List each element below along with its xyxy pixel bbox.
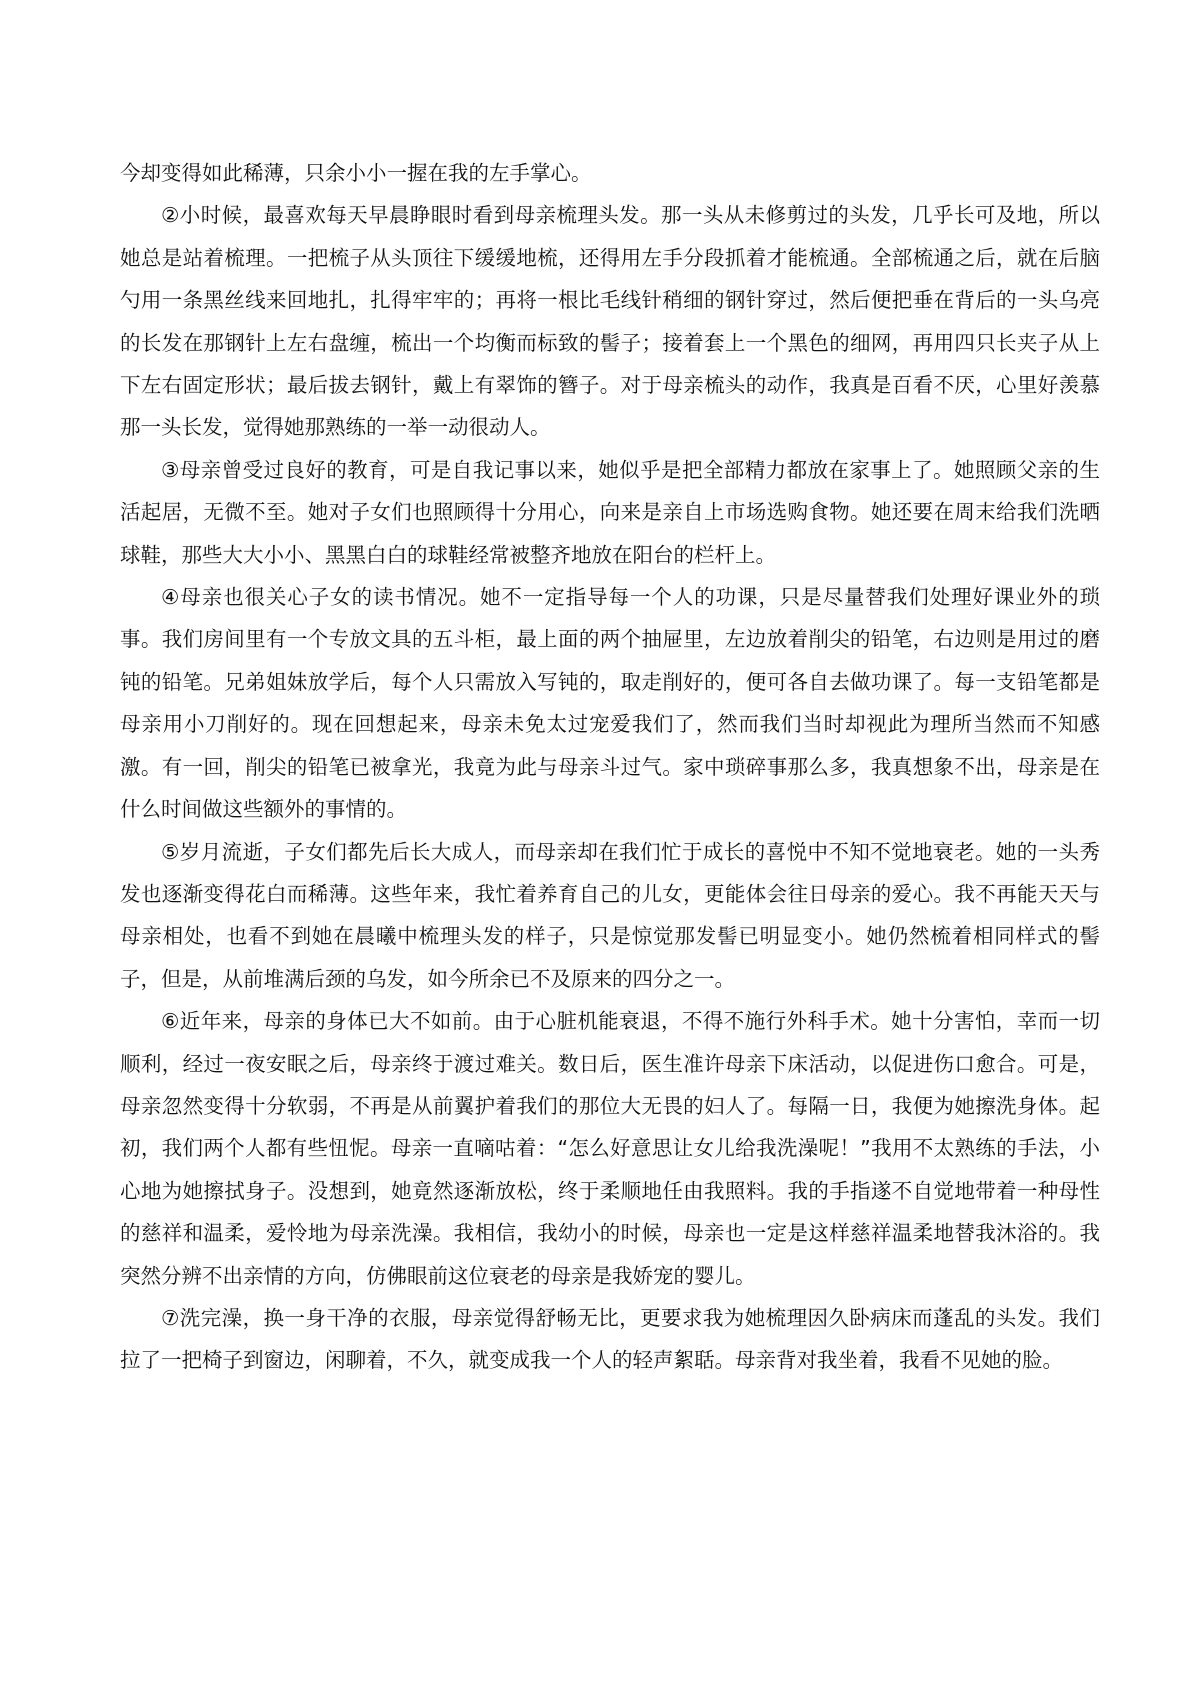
paragraph-1-continuation: 今却变得如此稀薄，只余小小一握在我的左手掌心。 [120,161,592,185]
paragraph-2: ②小时候，最喜欢每天早晨睁眼时看到母亲梳理头发。那一头从未修剪过的头发，几乎长可及地，所以她总是站着梳理。一把梳子从头顶往下缓缓地梳，还得用左手分段抓着才能梳通。全部梳通之后，就在后脑勺用一条黑丝线来回地扎，扎得牢牢的；再将一根比毛线针稍细的钢针穿过，然后便把垂在背后的一头乌亮的长发在那钢针上左右盘缠，梳出一个均衡而标致的髻子；接着套上一个黑色的细网，再用四只长夹子从上下左右固定形状；最后拔去钢针，戴上有翠饰的簪子。对于母亲梳头的动作，我真是百看不厌，心里好羡慕那一头长发，觉得她那熟练的一举一动很动人。 [120,203,1100,440]
paragraph-7: ⑦洗完澡，换一身干净的衣服，母亲觉得舒畅无比，更要求我为她梳理因久卧病床而蓬乱的头发。我们拉了一把椅子到窗边，闲聊着，不久，就变成我一个人的轻声絮聒。母亲背对我坐着，我看不见她的脸。 [120,1305,1100,1373]
article-body [120,152,1100,1382]
paragraph-3: ③母亲曾受过良好的教育，可是自我记事以来，她似乎是把全部精力都放在家事上了。她照顾父亲的生活起居，无微不至。她对子女们也照顾得十分用心，向来是亲自上市场选购食物。她还要在周末给我们洗晒球鞋，那些大大小小、黑黑白白的球鞋经常被整齐地放在阳台的栏杆上。 [120,457,1100,567]
paragraph-6: ⑥近年来，母亲的身体已大不如前。由于心脏机能衰退，不得不施行外科手术。她十分害怕，幸而一切顺利，经过一夜安眠之后，母亲终于渡过难关。数日后，医生准许母亲下床活动，以促进伤口愈合。可是，母亲忽然变得十分软弱，不再是从前翼护着我们的那位大无畏的妇人了。每隔一日，我便为她擦洗身体。起初，我们两个人都有些忸怩。母亲一直嘀咕着：“怎么好意思让女儿给我洗澡呢！”我用不太熟练的手法，小心地为她擦拭身子。没想到，她竟然逐渐放松，终于柔顺地任由我照料。我的手指遂不自觉地带着一种母性的慈祥和温柔，爱怜地为母亲洗澡。我相信，我幼小的时候，母亲也一定是这样慈祥温柔地替我沐浴的。我突然分辨不出亲情的方向，仿佛眼前这位衰老的母亲是我娇宠的婴儿。 [120,1009,1100,1288]
paragraph-4: ④母亲也很关心子女的读书情况。她不一定指导每一个人的功课，只是尽量替我们处理好课业外的琐事。我们房间里有一个专放文具的五斗柜，最上面的两个抽屉里，左边放着削尖的铅笔，右边则是用过的磨钝的铅笔。兄弟姐妹放学后，每个人只需放入写钝的，取走削好的，便可各自去做功课了。每一支铅笔都是母亲用小刀削好的。现在回想起来，母亲未免太过宠爱我们了，然而我们当时却视此为理所当然而不知感激。有一回，削尖的铅笔已被拿光，我竟为此与母亲斗过气。家中琐碎事那么多，我真想象不出，母亲是在什么时间做这些额外的事情的。 [120,585,1100,822]
paragraph-5: ⑤岁月流逝，子女们都先后长大成人，而母亲却在我们忙于成长的喜悦中不知不觉地衰老。她的一头秀发也逐渐变得花白而稀薄。这些年来，我忙着养育自己的儿女，更能体会往日母亲的爱心。我不再能天天与母亲相处，也看不到她在晨曦中梳理头发的样子，只是惊觉那发髻已明显变小。她仍然梳着相同样式的髻子，但是，从前堆满后颈的乌发，如今所余已不及原来的四分之一。 [120,839,1100,991]
